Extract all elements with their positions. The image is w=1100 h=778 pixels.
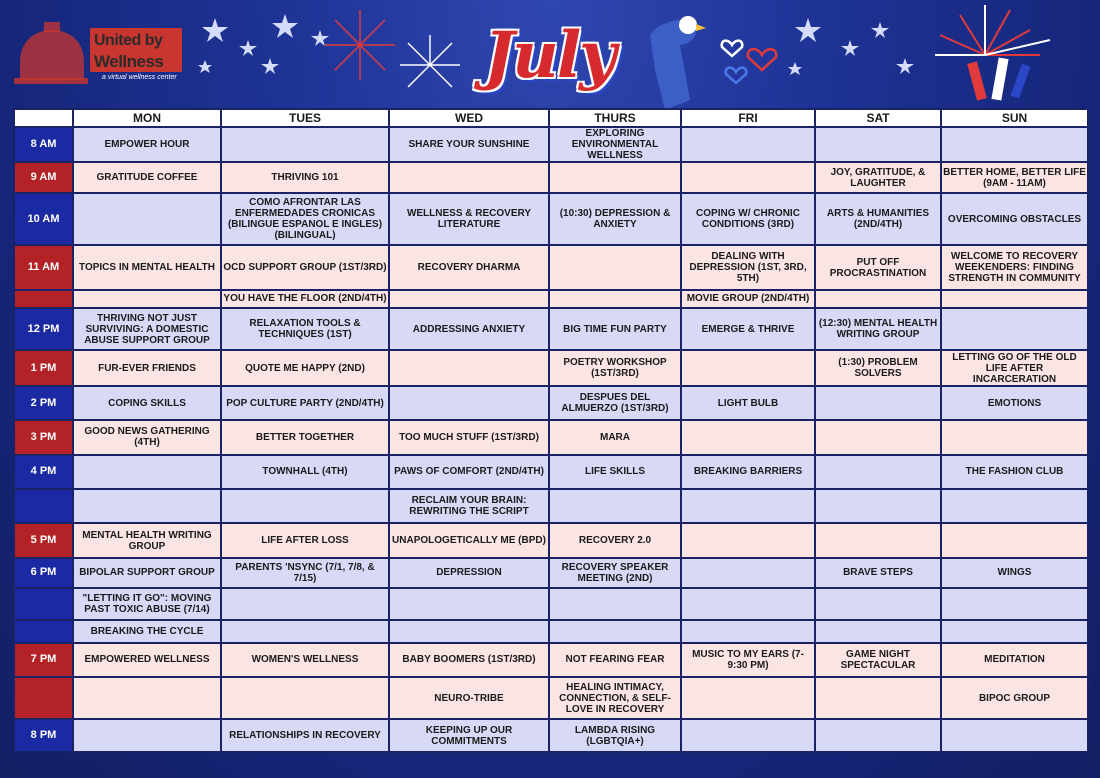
session-cell: EMERGE & THRIVE	[681, 308, 815, 350]
session-cell: DESPUES DEL ALMUERZO (1ST/3RD)	[549, 386, 681, 420]
session-cell: HEALING INTIMACY, CONNECTION, & SELF-LOVE IN RECOVERY	[549, 677, 681, 719]
session-cell: OCD SUPPORT GROUP (1ST/3RD)	[221, 245, 389, 289]
time-label: 1 PM	[14, 350, 73, 385]
time-label	[14, 588, 73, 620]
month-title	[470, 8, 640, 108]
fireworks-icon	[325, 10, 460, 87]
session-cell	[941, 308, 1088, 350]
session-cell: LIFE AFTER LOSS	[221, 523, 389, 557]
session-cell: LAMBDA RISING (LGBTQIA+)	[549, 719, 681, 752]
session-cell: BREAKING BARRIERS	[681, 455, 815, 489]
session-cell	[549, 245, 681, 289]
session-cell: (10:30) DEPRESSION & ANXIETY	[549, 193, 681, 246]
time-label: 9 AM	[14, 162, 73, 192]
session-cell: COMO AFRONTAR LAS ENFERMEDADES CRONICAS (BILINGUE ESPANOL E INGLES) (BILINGUAL)	[221, 193, 389, 246]
session-cell: WELCOME TO RECOVERY WEEKENDERS: FINDING STRENGTH IN COMMUNITY	[941, 245, 1088, 289]
session-cell	[681, 350, 815, 385]
session-cell: DEALING WITH DEPRESSION (1ST, 3RD, 5TH)	[681, 245, 815, 289]
session-cell	[73, 489, 221, 523]
time-label	[14, 290, 73, 308]
schedule-row	[14, 193, 1088, 246]
session-cell: MENTAL HEALTH WRITING GROUP	[73, 523, 221, 557]
time-label	[14, 677, 73, 719]
session-cell	[681, 420, 815, 454]
session-cell: GOOD NEWS GATHERING (4TH)	[73, 420, 221, 454]
session-cell: BETTER TOGETHER	[221, 420, 389, 454]
session-cell	[941, 420, 1088, 454]
session-cell	[389, 620, 549, 642]
session-cell: QUOTE ME HAPPY (2ND)	[221, 350, 389, 385]
session-cell: LETTING GO OF THE OLD LIFE AFTER INCARCERATION	[941, 350, 1088, 385]
session-cell: BREAKING THE CYCLE	[73, 620, 221, 642]
session-cell	[221, 588, 389, 620]
session-cell	[389, 386, 549, 420]
session-cell: BABY BOOMERS (1ST/3RD)	[389, 643, 549, 677]
time-label: 10 AM	[14, 193, 73, 246]
session-cell	[815, 523, 941, 557]
session-cell: MUSIC TO MY EARS (7-9:30 PM)	[681, 643, 815, 677]
logo-line2: Wellness	[94, 52, 164, 71]
session-cell	[221, 489, 389, 523]
session-cell: TOWNHALL (4TH)	[221, 455, 389, 489]
time-label: 4 PM	[14, 455, 73, 489]
session-cell: PUT OFF PROCRASTINATION	[815, 245, 941, 289]
session-cell: BIPOC GROUP	[941, 677, 1088, 719]
schedule-table	[13, 108, 1089, 753]
session-cell: (12:30) MENTAL HEALTH WRITING GROUP	[815, 308, 941, 350]
session-cell: RELATIONSHIPS IN RECOVERY	[221, 719, 389, 752]
session-cell: GRATITUDE COFFEE	[73, 162, 221, 192]
session-cell	[941, 489, 1088, 523]
schedule-row	[14, 350, 1088, 385]
logo-line1: United by	[94, 32, 163, 49]
session-cell: THRIVING 101	[221, 162, 389, 192]
session-cell	[681, 677, 815, 719]
schedule-row	[14, 643, 1088, 677]
session-cell	[389, 290, 549, 308]
session-cell	[941, 719, 1088, 752]
star-icon	[261, 58, 279, 74]
schedule-row	[14, 290, 1088, 308]
time-label: 12 PM	[14, 308, 73, 350]
session-cell	[549, 620, 681, 642]
session-cell	[221, 127, 389, 162]
time-label	[14, 489, 73, 523]
session-cell: POETRY WORKSHOP (1ST/3RD)	[549, 350, 681, 385]
session-cell: RECOVERY DHARMA	[389, 245, 549, 289]
schedule-body	[14, 127, 1088, 752]
session-cell: EMOTIONS	[941, 386, 1088, 420]
session-cell	[221, 620, 389, 642]
time-label: 6 PM	[14, 558, 73, 588]
session-cell: UNAPOLOGETICALLY ME (BPD)	[389, 523, 549, 557]
session-cell	[73, 719, 221, 752]
star-icon	[202, 18, 228, 42]
star-icon	[841, 40, 859, 56]
schedule-row	[14, 162, 1088, 192]
session-cell	[815, 127, 941, 162]
session-cell: THE FASHION CLUB	[941, 455, 1088, 489]
time-label: 8 PM	[14, 719, 73, 752]
day-header-tues: TUES	[221, 109, 389, 127]
session-cell: THRIVING NOT JUST SURVIVING: A DOMESTIC ABUSE SUPPORT GROUP	[73, 308, 221, 350]
session-cell	[941, 290, 1088, 308]
session-cell	[389, 350, 549, 385]
session-cell: RECLAIM YOUR BRAIN: REWRITING THE SCRIPT	[389, 489, 549, 523]
star-icon	[871, 22, 889, 38]
schedule-row	[14, 489, 1088, 523]
day-header-sun: SUN	[941, 109, 1088, 127]
session-cell	[681, 127, 815, 162]
session-cell: (1:30) PROBLEM SOLVERS	[815, 350, 941, 385]
session-cell	[941, 127, 1088, 162]
time-label: 5 PM	[14, 523, 73, 557]
fireworks-icon	[935, 5, 1050, 55]
rocket-icon	[967, 57, 1030, 100]
session-cell: TOPICS IN MENTAL HEALTH	[73, 245, 221, 289]
day-header-wed: WED	[389, 109, 549, 127]
session-cell	[549, 489, 681, 523]
day-header-mon: MON	[73, 109, 221, 127]
logo-tagline: a virtual wellness center	[102, 74, 177, 81]
session-cell: "LETTING IT GO": MOVING PAST TOXIC ABUSE (7/14)	[73, 588, 221, 620]
logo	[8, 22, 183, 86]
session-cell	[681, 558, 815, 588]
session-cell	[681, 588, 815, 620]
session-cell	[941, 523, 1088, 557]
day-header-thurs: THURS	[549, 109, 681, 127]
session-cell: RECOVERY 2.0	[549, 523, 681, 557]
session-cell: MOVIE GROUP (2ND/4TH)	[681, 290, 815, 308]
session-cell	[815, 290, 941, 308]
heart-icon	[722, 41, 777, 83]
time-label	[14, 620, 73, 642]
session-cell	[681, 523, 815, 557]
session-cell: FUR-EVER FRIENDS	[73, 350, 221, 385]
session-cell: JOY, GRATITUDE, & LAUGHTER	[815, 162, 941, 192]
session-cell: MEDITATION	[941, 643, 1088, 677]
time-label: 11 AM	[14, 245, 73, 289]
star-icon	[795, 18, 821, 42]
time-label: 8 AM	[14, 127, 73, 162]
session-cell	[815, 588, 941, 620]
session-cell	[815, 455, 941, 489]
session-cell: NEURO-TRIBE	[389, 677, 549, 719]
session-cell: NOT FEARING FEAR	[549, 643, 681, 677]
session-cell: TOO MUCH STUFF (1ST/3RD)	[389, 420, 549, 454]
session-cell: LIFE SKILLS	[549, 455, 681, 489]
session-cell: ADDRESSING ANXIETY	[389, 308, 549, 350]
session-cell	[73, 455, 221, 489]
schedule-row	[14, 677, 1088, 719]
star-icon	[198, 60, 212, 73]
schedule-row	[14, 719, 1088, 752]
session-cell: SHARE YOUR SUNSHINE	[389, 127, 549, 162]
session-cell: PAWS OF COMFORT (2ND/4TH)	[389, 455, 549, 489]
session-cell: RECOVERY SPEAKER MEETING (2ND)	[549, 558, 681, 588]
session-cell: LIGHT BULB	[681, 386, 815, 420]
schedule-row	[14, 455, 1088, 489]
session-cell: EMPOWER HOUR	[73, 127, 221, 162]
schedule-row	[14, 127, 1088, 162]
session-cell: BIG TIME FUN PARTY	[549, 308, 681, 350]
session-cell: BRAVE STEPS	[815, 558, 941, 588]
session-cell: BETTER HOME, BETTER LIFE (9AM - 11AM)	[941, 162, 1088, 192]
session-cell: YOU HAVE THE FLOOR (2ND/4TH)	[221, 290, 389, 308]
schedule-row	[14, 245, 1088, 289]
session-cell: KEEPING UP OUR COMMITMENTS	[389, 719, 549, 752]
star-icon	[311, 30, 329, 46]
star-icon	[272, 14, 298, 38]
session-cell: POP CULTURE PARTY (2ND/4TH)	[221, 386, 389, 420]
session-cell: COPING W/ CHRONIC CONDITIONS (3RD)	[681, 193, 815, 246]
star-icon	[896, 58, 914, 74]
session-cell: BIPOLAR SUPPORT GROUP	[73, 558, 221, 588]
session-cell	[73, 193, 221, 246]
session-cell	[73, 290, 221, 308]
session-cell	[389, 162, 549, 192]
session-cell: RELAXATION TOOLS & TECHNIQUES (1ST)	[221, 308, 389, 350]
star-icon	[239, 40, 257, 56]
schedule-row	[14, 308, 1088, 350]
session-cell	[549, 162, 681, 192]
session-cell	[681, 620, 815, 642]
session-cell: COPING SKILLS	[73, 386, 221, 420]
session-cell	[815, 420, 941, 454]
star-icon	[788, 62, 802, 75]
session-cell: EMPOWERED WELLNESS	[73, 643, 221, 677]
schedule-row	[14, 588, 1088, 620]
session-cell	[681, 162, 815, 192]
time-label: 2 PM	[14, 386, 73, 420]
time-label: 7 PM	[14, 643, 73, 677]
corner-header	[14, 109, 73, 127]
session-cell	[815, 677, 941, 719]
day-header-sat: SAT	[815, 109, 941, 127]
session-cell: GAME NIGHT SPECTACULAR	[815, 643, 941, 677]
session-cell: ARTS & HUMANITIES (2ND/4TH)	[815, 193, 941, 246]
session-cell: WELLNESS & RECOVERY LITERATURE	[389, 193, 549, 246]
session-cell	[681, 719, 815, 752]
month-title-text: July	[484, 18, 615, 93]
session-cell	[815, 620, 941, 642]
schedule-row	[14, 558, 1088, 588]
session-cell: DEPRESSION	[389, 558, 549, 588]
day-header-row	[14, 109, 1088, 127]
eagle-icon	[650, 16, 706, 110]
session-cell	[815, 719, 941, 752]
session-cell	[389, 588, 549, 620]
session-cell	[73, 677, 221, 719]
session-cell	[941, 620, 1088, 642]
session-cell	[221, 677, 389, 719]
day-header-fri: FRI	[681, 109, 815, 127]
schedule-row	[14, 523, 1088, 557]
session-cell	[941, 588, 1088, 620]
session-cell: EXPLORING ENVIRONMENTAL WELLNESS	[549, 127, 681, 162]
bell-icon	[8, 22, 88, 86]
schedule-row	[14, 620, 1088, 642]
session-cell	[549, 290, 681, 308]
session-cell: WOMEN'S WELLNESS	[221, 643, 389, 677]
session-cell	[815, 489, 941, 523]
session-cell	[549, 588, 681, 620]
session-cell: WINGS	[941, 558, 1088, 588]
schedule-row	[14, 420, 1088, 454]
session-cell: OVERCOMING OBSTACLES	[941, 193, 1088, 246]
session-cell	[815, 386, 941, 420]
session-cell	[681, 489, 815, 523]
session-cell: PARENTS 'NSYNC (7/1, 7/8, & 7/15)	[221, 558, 389, 588]
time-label: 3 PM	[14, 420, 73, 454]
schedule-row	[14, 386, 1088, 420]
session-cell: MARA	[549, 420, 681, 454]
